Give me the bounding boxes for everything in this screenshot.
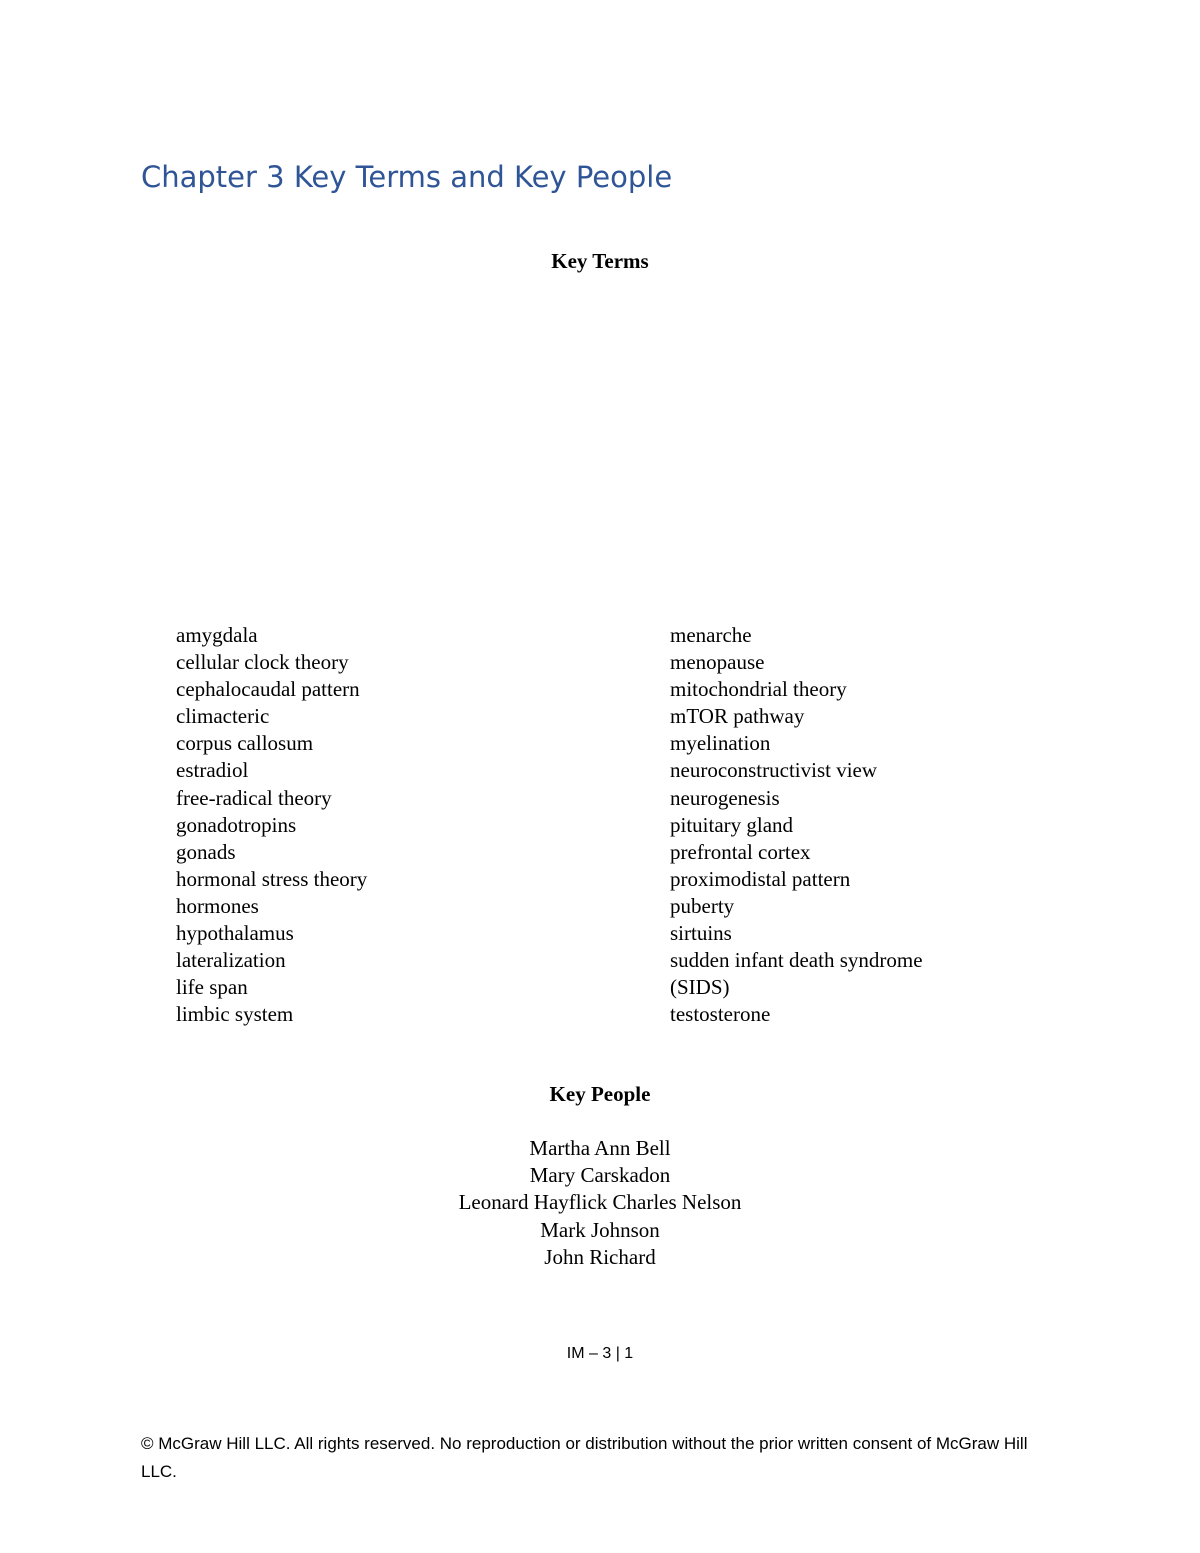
page-number: IM – 3 | 1	[566, 1345, 634, 1362]
key-term: cephalocaudal pattern	[176, 677, 360, 702]
key-term: sudden infant death syndrome	[670, 948, 923, 973]
key-terms-right-column	[670, 622, 923, 1028]
key-people-heading: Key People	[549, 1082, 651, 1106]
key-person: Leonard Hayflick Charles Nelson	[458, 1190, 742, 1215]
key-term: gonadotropins	[176, 812, 297, 837]
key-term: pituitary gland	[670, 812, 794, 837]
key-term: estradiol	[176, 758, 249, 783]
key-term: neuroconstructivist view	[670, 758, 878, 783]
key-person: John Richard	[544, 1244, 656, 1269]
key-term: hormones	[176, 893, 259, 918]
key-person: Martha Ann Bell	[529, 1136, 671, 1160]
key-term: hypothalamus	[176, 921, 294, 946]
key-term: prefrontal cortex	[670, 839, 811, 864]
key-person: Mary Carskadon	[529, 1163, 671, 1188]
key-person: Mark Johnson	[540, 1217, 660, 1242]
copyright-notice: © McGraw Hill LLC. All rights reserved. No reproduction or distribution without the prior written consent of McGraw Hill LLC.	[141, 1434, 1028, 1481]
key-term: free-radical theory	[176, 785, 332, 810]
chapter-title: Chapter 3 Key Terms and Key People	[141, 160, 673, 194]
key-term: lateralization	[176, 948, 286, 973]
key-term: proximodistal pattern	[670, 866, 851, 891]
key-terms-left-column	[176, 622, 367, 1028]
key-term: gonads	[176, 839, 236, 864]
key-term: cellular clock theory	[176, 650, 349, 675]
key-term: sirtuins	[670, 921, 732, 946]
key-term: amygdala	[176, 623, 258, 647]
key-term: neurogenesis	[670, 785, 780, 810]
key-terms-heading: Key Terms	[551, 249, 649, 273]
key-term: hormonal stress theory	[176, 866, 368, 891]
key-term: mTOR pathway	[670, 704, 805, 729]
key-term: puberty	[670, 893, 735, 918]
key-term: testosterone	[670, 1002, 771, 1027]
key-term: (SIDS)	[670, 975, 730, 1000]
key-term: mitochondrial theory	[670, 677, 847, 702]
key-term: menopause	[670, 650, 765, 675]
key-term: corpus callosum	[176, 731, 314, 756]
key-people-list	[0, 1135, 1200, 1271]
key-term: limbic system	[176, 1002, 294, 1027]
key-term: myelination	[670, 731, 771, 756]
key-term: climacteric	[176, 704, 270, 729]
key-term: menarche	[670, 623, 752, 647]
key-term: life span	[176, 975, 248, 1000]
